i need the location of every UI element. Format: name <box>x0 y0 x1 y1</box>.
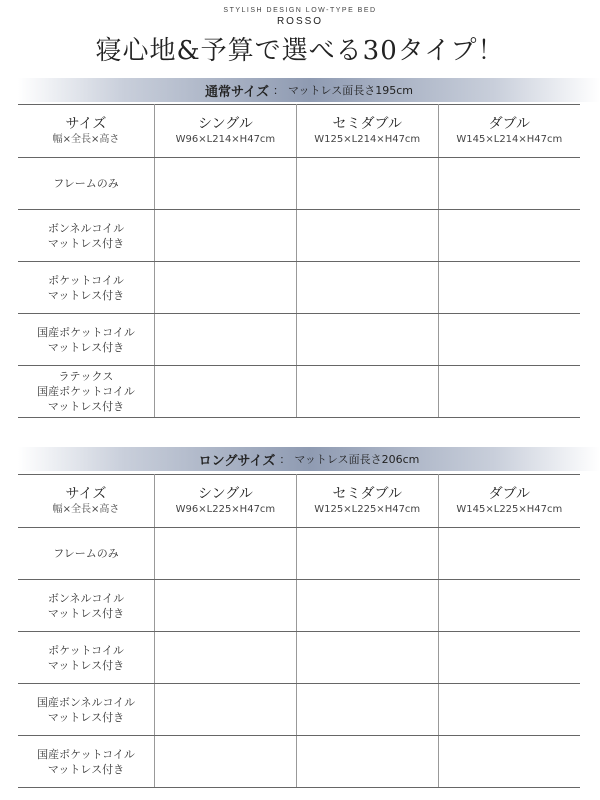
product-image-slot <box>438 736 580 788</box>
table-row <box>18 366 580 418</box>
product-image-slot <box>296 736 438 788</box>
product-image-slot <box>296 366 438 418</box>
section-note: マットレス面長さ206cm <box>294 453 420 466</box>
size-table-long <box>18 474 580 788</box>
product-image-slot <box>155 262 297 314</box>
table-row <box>18 262 580 314</box>
table-header-row <box>18 105 580 158</box>
product-image-slot <box>438 314 580 366</box>
table-row <box>18 210 580 262</box>
section-separator: ： <box>279 453 291 466</box>
product-image-slot <box>155 632 297 684</box>
product-image-slot <box>155 158 297 210</box>
column-header-semi-double <box>296 475 438 528</box>
row-label: 国産ポケットコイル マットレス付き <box>18 314 155 366</box>
row-label: フレームのみ <box>18 158 155 210</box>
product-image-slot <box>296 210 438 262</box>
product-image-slot <box>438 684 580 736</box>
column-header-semi-double <box>296 105 438 158</box>
table-row <box>18 684 580 736</box>
column-dims: W145×L214×H47cm <box>456 134 563 145</box>
row-label: ポケットコイル マットレス付き <box>18 632 155 684</box>
product-image-slot <box>438 158 580 210</box>
column-header-single <box>155 105 297 158</box>
table-row <box>18 580 580 632</box>
header-label-cell <box>18 105 155 158</box>
table-row <box>18 632 580 684</box>
product-image-slot <box>296 262 438 314</box>
product-image-slot <box>438 262 580 314</box>
column-header-single <box>155 475 297 528</box>
table-row <box>18 528 580 580</box>
product-image-slot <box>155 210 297 262</box>
product-image-slot <box>155 684 297 736</box>
column-name: ダブル <box>488 116 531 132</box>
header-label-name: サイズ <box>65 116 107 132</box>
table-row <box>18 314 580 366</box>
product-image-slot <box>296 314 438 366</box>
brand-logo: ROSSO <box>276 16 324 27</box>
brand-subtitle: STYLISH DESIGN LOW-TYPE BED <box>223 7 377 14</box>
row-label: ボンネルコイル マットレス付き <box>18 210 155 262</box>
column-dims: W96×L214×H47cm <box>175 134 276 145</box>
header-label-cell <box>18 475 155 528</box>
page-title: 寝心地&予算で選べる30タイプ！ <box>95 36 505 66</box>
product-image-slot <box>438 528 580 580</box>
section-separator: ： <box>272 84 284 97</box>
product-image-slot <box>296 580 438 632</box>
column-name: セミダブル <box>332 486 402 502</box>
product-image-slot <box>296 158 438 210</box>
row-label: ラテックス 国産ポケットコイル マットレス付き <box>18 366 155 418</box>
column-name: セミダブル <box>332 116 402 132</box>
section-note: マットレス面長さ195cm <box>287 84 413 97</box>
row-label: ポケットコイル マットレス付き <box>18 262 155 314</box>
size-table-standard <box>18 104 580 418</box>
column-dims: W96×L225×H47cm <box>175 504 276 515</box>
column-name: シングル <box>197 116 253 132</box>
row-label: フレームのみ <box>18 528 155 580</box>
row-label: 国産ポケットコイル マットレス付き <box>18 736 155 788</box>
product-image-slot <box>296 528 438 580</box>
header-label-sub: 幅×全長×高さ <box>52 504 120 515</box>
section-title: 通常サイズ <box>205 84 269 100</box>
row-label: 国産ボンネルコイル マットレス付き <box>18 684 155 736</box>
header-label-sub: 幅×全長×高さ <box>52 134 120 145</box>
product-image-slot <box>438 632 580 684</box>
product-image-slot <box>438 366 580 418</box>
product-image-slot <box>155 736 297 788</box>
product-image-slot <box>296 632 438 684</box>
product-image-slot <box>438 210 580 262</box>
table-row <box>18 736 580 788</box>
product-image-slot <box>155 528 297 580</box>
table-row <box>18 158 580 210</box>
column-dims: W125×L225×H47cm <box>314 504 421 515</box>
row-label: ボンネルコイル マットレス付き <box>18 580 155 632</box>
column-dims: W125×L214×H47cm <box>314 134 421 145</box>
product-image-slot <box>155 366 297 418</box>
section-band-long <box>18 447 600 471</box>
product-image-slot <box>155 314 297 366</box>
section-band-standard <box>18 78 600 102</box>
column-dims: W145×L225×H47cm <box>456 504 563 515</box>
column-name: ダブル <box>488 486 531 502</box>
column-header-double <box>438 475 580 528</box>
section-title: ロングサイズ <box>198 453 276 469</box>
header-label-name: サイズ <box>65 486 107 502</box>
table-header-row <box>18 475 580 528</box>
product-image-slot <box>296 684 438 736</box>
column-header-double <box>438 105 580 158</box>
product-image-slot <box>155 580 297 632</box>
column-name: シングル <box>197 486 253 502</box>
product-image-slot <box>438 580 580 632</box>
